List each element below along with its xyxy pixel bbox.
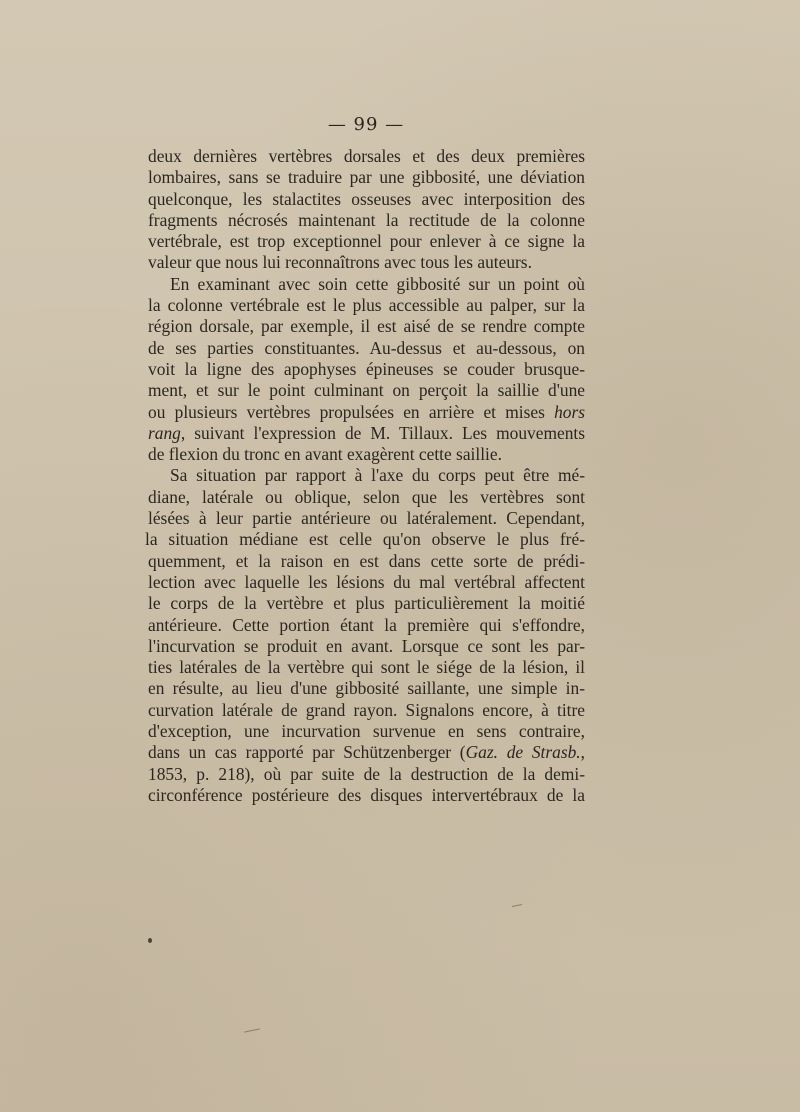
text-line: curvation latérale de grand rayon. Signalons encore, à titre [148,699,585,720]
page-number: — 99 — [327,114,405,135]
text-line: la colonne vertébrale est le plus accessible au palper, sur la [148,295,585,316]
text-run: dans un cas rapporté par Schützenberger ( [148,742,466,763]
text-line: lection avec laquelle les lésions du mal vertébral affectent [148,571,585,592]
text-run: , [580,742,586,763]
text-run: ou plusieurs vertèbres propulsées en arrière et mises [148,401,555,422]
text-line: 1853, p. 218), où par suite de la destruction de la demi- [148,763,585,784]
text-line [148,742,585,763]
text-line: vertébrale, est trop exceptionnel pour enlever à ce signe la [148,231,585,252]
text-line: quemment, et la raison en est dans cette sorte de prédi- [148,550,585,571]
text-line: l'incurvation se produit en avant. Lorsque ce sont les par- [148,635,585,656]
text-line [148,402,585,423]
text-line: quelconque, les stalactites osseuses avec interposition des [148,188,585,209]
italic-text: rang [148,422,181,443]
text-run: , suivant l'expression de M. Tillaux. Les mouvements [180,422,585,443]
text-line: En examinant avec soin cette gibbosité sur un point où [170,273,585,294]
text-line: deux dernières vertèbres dorsales et des deux premières [148,146,585,166]
paper-mark [244,1028,260,1032]
text-line [148,423,585,444]
italic-text: Gaz. de Strasb. [465,742,581,763]
text-line: d'exception, une incurvation survenue en sens contraire, [148,721,585,742]
text-line: ment, et sur le point culminant on perçoit la saillie d'une [148,380,585,401]
text-line: diane, latérale ou oblique, selon que les vertèbres sont [148,486,585,507]
text-line: de flexion du tronc en avant exagèrent cette saillie. [148,444,502,465]
text-line: de ses parties constituantes. Au-dessus et au-dessous, on [148,337,585,358]
body-text [145,146,586,806]
text-line: lombaires, sans se traduire par une gibbosité, une déviation [148,167,585,188]
paper-mark [512,904,522,907]
text-line: antérieure. Cette portion étant la première qui s'effondre, [148,614,585,635]
text-line: voit la ligne des apophyses épineuses se couder brusque- [148,358,585,379]
text-line: en résulte, au lieu d'une gibbosité saillante, une simple in- [148,678,585,699]
text-line: valeur que nous lui reconnaîtrons avec tous les auteurs. [148,252,532,273]
text-line: Sa situation par rapport à l'axe du corps peut être mé- [170,465,585,486]
text-line: fragments nécrosés maintenant la rectitude de la colonne [148,209,585,230]
text-line: région dorsale, par exemple, il est aisé de se rendre compte [148,316,585,337]
text-line: la situation médiane est celle qu'on observe le plus fré- [145,529,585,550]
text-line: lésées à leur partie antérieure ou latéralement. Cependant, [148,508,585,529]
ink-speck [148,938,152,943]
text-line: le corps de la vertèbre et plus particulièrement la moitié [148,593,585,614]
text-line: ties latérales de la vertèbre qui sont le siége de la lésion, il [148,657,585,678]
text-line: circonférence postérieure des disques intervertébraux de la [148,784,585,805]
italic-text: hors [554,401,585,422]
